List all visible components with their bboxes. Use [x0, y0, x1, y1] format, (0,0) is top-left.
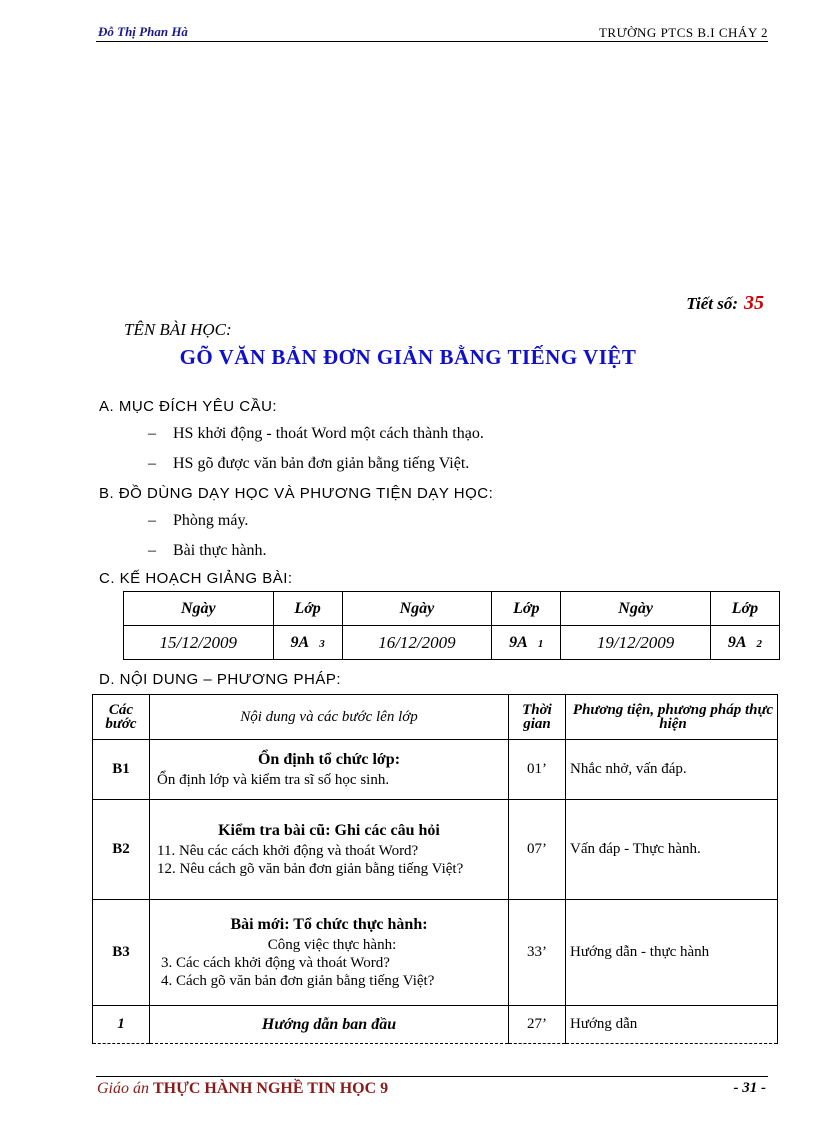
- step-label: B3: [93, 900, 150, 1006]
- step-label: B1: [93, 740, 150, 800]
- period-value: 35: [744, 292, 764, 314]
- schedule-header: Ngày: [124, 592, 274, 626]
- step-line: 3. Các cách khởi động và thoát Word?: [161, 954, 390, 971]
- step-method: Hướng dẫn: [566, 1006, 778, 1044]
- schedule-class: 9A 1: [492, 626, 561, 660]
- section-c-title: C. KẾ HOẠCH GIẢNG BÀI:: [99, 570, 293, 587]
- step-subtitle: Công việc thực hành:: [267, 936, 397, 953]
- step-line: 4. Cách gõ văn bản đơn giản bằng tiếng Việt?: [161, 972, 435, 989]
- step-label: B2: [93, 800, 150, 900]
- step-line: Ổn định lớp và kiểm tra sĩ số học sinh.: [157, 771, 390, 788]
- period-number: [686, 292, 764, 315]
- table-row: [93, 1006, 778, 1044]
- content-table: [92, 694, 778, 1044]
- step-time: 33’: [509, 900, 566, 1006]
- header-method: Phương tiện, phương pháp thực hiện: [566, 695, 778, 740]
- lesson-title: GÕ VĂN BẢN ĐƠN GIẢN BẰNG TIẾNG VIỆT: [179, 345, 637, 369]
- lesson-label: TÊN BÀI HỌC:: [124, 320, 232, 339]
- page-number: - 31 -: [733, 1080, 766, 1096]
- step-time: 01’: [509, 740, 566, 800]
- section-b-item: – Phòng máy.: [148, 512, 249, 529]
- footer-prefix: Giáo án: [97, 1080, 149, 1097]
- step-content: [150, 900, 509, 1006]
- header-time: Thời gian: [509, 695, 566, 740]
- header-author: Đỗ Thị Phan Hà: [98, 24, 188, 39]
- schedule-row: [124, 626, 780, 660]
- table-row: [93, 740, 778, 800]
- schedule-header: Lớp: [710, 592, 779, 626]
- step-time: 07’: [509, 800, 566, 900]
- step-method: Nhắc nhở, vấn đáp.: [566, 740, 778, 800]
- schedule-header: Lớp: [273, 592, 342, 626]
- step-content: [150, 1006, 509, 1044]
- step-line: 11. Nêu các cách khởi động và thoát Word?: [157, 842, 419, 859]
- schedule-header: Ngày: [342, 592, 492, 626]
- schedule-header-row: [124, 592, 780, 626]
- section-a-title: A. MỤC ĐÍCH YÊU CẦU:: [99, 398, 278, 415]
- schedule-class: 9A 3: [273, 626, 342, 660]
- step-line: 12. Nêu cách gõ văn bản đơn giản bằng tiếng Việt?: [157, 860, 464, 877]
- step-content: [150, 800, 509, 900]
- schedule-date: 15/12/2009: [124, 626, 274, 660]
- step-title: Ổn định tổ chức lớp:: [257, 750, 401, 768]
- header-school: TRƯỜNG PTCS B.I CHÁY 2: [598, 25, 768, 40]
- footer-subject: THỰC HÀNH NGHỀ TIN HỌC 9: [153, 1080, 389, 1097]
- header-steps: Các bước: [93, 695, 150, 740]
- step-time: 27’: [509, 1006, 566, 1044]
- schedule-table: [123, 591, 780, 660]
- schedule-class: 9A 2: [710, 626, 779, 660]
- section-d-title: D. NỘI DUNG – PHƯƠNG PHÁP:: [99, 671, 342, 688]
- footer-title: [97, 1080, 388, 1098]
- header-divider: [96, 41, 768, 42]
- schedule-date: 16/12/2009: [342, 626, 492, 660]
- schedule-header: Lớp: [492, 592, 561, 626]
- step-title: Bài mới: Tổ chức thực hành:: [230, 915, 428, 933]
- step-label: 1: [93, 1006, 150, 1044]
- content-header-row: [93, 695, 778, 740]
- schedule-header: Ngày: [561, 592, 711, 626]
- header-content: Nội dung và các bước lên lớp: [150, 695, 509, 740]
- section-a-item: – HS gõ được văn bản đơn giản bằng tiếng Việt.: [148, 455, 470, 472]
- step-title: Hướng dẫn ban đầu: [261, 1015, 397, 1033]
- section-b-item: – Bài thực hành.: [148, 542, 267, 559]
- section-a-item: – HS khởi động - thoát Word một cách thành thạo.: [148, 425, 484, 442]
- step-method: Hướng dẫn - thực hành: [566, 900, 778, 1006]
- table-row: [93, 800, 778, 900]
- period-label: Tiết số:: [686, 294, 738, 313]
- table-row: [93, 900, 778, 1006]
- section-b-title: B. ĐỒ DÙNG DẠY HỌC VÀ PHƯƠNG TIỆN DẠY HỌC:: [99, 485, 494, 502]
- step-content: [150, 740, 509, 800]
- footer-divider: [96, 1076, 768, 1077]
- schedule-date: 19/12/2009: [561, 626, 711, 660]
- step-method: Vấn đáp - Thực hành.: [566, 800, 778, 900]
- step-title: Kiểm tra bài cũ: Ghi các câu hỏi: [218, 821, 440, 839]
